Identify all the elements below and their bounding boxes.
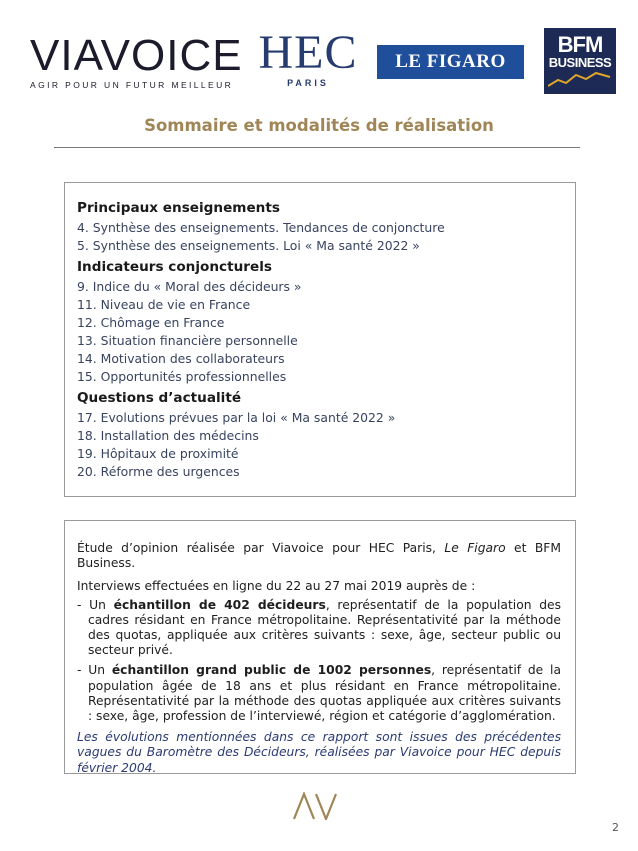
section-heading: Principaux enseignements xyxy=(77,200,280,216)
methodology-box xyxy=(64,520,576,774)
summary-item: 9. Indice du « Moral des décideurs » xyxy=(77,279,302,294)
viavoice-logo-tagline: AGIR POUR UN FUTUR MEILLEUR xyxy=(30,80,234,90)
sample-bullet-decideurs xyxy=(77,598,561,659)
summary-item: 17. Evolutions prévues par la loi « Ma santé 2022 » xyxy=(77,410,396,425)
study-intro xyxy=(77,541,561,571)
page-title: Sommaire et modalités de réalisation xyxy=(144,116,494,135)
summary-item: 19. Hôpitaux de proximité xyxy=(77,446,239,461)
bullet-lead: - Un xyxy=(77,597,114,612)
summary-item: 5. Synthèse des enseignements. Loi « Ma santé 2022 » xyxy=(77,238,420,253)
section-heading: Indicateurs conjoncturels xyxy=(77,259,272,275)
page-number: 2 xyxy=(612,821,619,834)
av-monogram-icon xyxy=(292,792,338,820)
bullet-bold: échantillon grand public de 1002 personnes xyxy=(111,663,432,678)
summary-item: 4. Synthèse des enseignements. Tendances de conjoncture xyxy=(77,220,445,235)
title-divider xyxy=(54,147,580,148)
study-intro-text-end: et BFM Business. xyxy=(77,541,561,571)
bullet-text: , représentatif de la population âgée de 18 ans et plus résidant en France métropolitaine. Représentativité par la méthode des quotas appliquée aux critères suivants : sexe, âge, profession de l’interviewé, région et catégorie d’agglomération. xyxy=(88,663,561,724)
summary-item: 18. Installation des médecins xyxy=(77,428,259,443)
viavoice-logo xyxy=(30,31,243,90)
summary-box xyxy=(64,182,576,497)
bullet-bold: échantillon de 402 décideurs xyxy=(113,597,326,612)
le-figaro-logo: LE FIGARO xyxy=(377,45,524,79)
bullet-text: , représentatif de la population des cadres résidant en France métropolitaine. Représentativité par la méthode des quotas, appliquée aux critères suivants : sexe, âge, secteur public ou secteur privé. xyxy=(88,597,561,658)
study-intro-figaro: Le Figaro xyxy=(444,541,506,555)
summary-section xyxy=(77,199,575,255)
summary-section xyxy=(77,258,575,386)
summary-item: 12. Chômage en France xyxy=(77,315,225,330)
summary-section xyxy=(77,389,575,481)
hec-logo-sub: PARIS xyxy=(287,78,329,88)
bfm-logo-line1: BFM xyxy=(557,32,603,57)
bfm-chart-icon xyxy=(548,70,612,88)
study-intro-text: Étude d’opinion réalisée par Viavoice pour HEC Paris, xyxy=(77,541,445,555)
viavoice-logo-word: VIAVOICE xyxy=(30,31,243,80)
hec-paris-logo xyxy=(252,26,364,92)
interviews-line: Interviews effectuées en ligne du 22 au 27 mai 2019 auprès de : xyxy=(77,579,476,594)
methodology-note: Les évolutions mentionnées dans ce rapport sont issues des précédentes vagues du Baromètre des Décideurs, réalisées par Viavoice pour HEC depuis février 2004. xyxy=(77,730,561,775)
hec-logo-word: HEC xyxy=(258,26,358,79)
section-heading: Questions d’actualité xyxy=(77,390,242,406)
sample-bullet-grand-public xyxy=(77,663,561,724)
summary-item: 20. Réforme des urgences xyxy=(77,464,240,479)
bfm-logo-line2: BUSINESS xyxy=(548,55,612,70)
summary-item: 13. Situation financière personnelle xyxy=(77,333,298,348)
summary-item: 11. Niveau de vie en France xyxy=(77,297,251,312)
summary-item: 15. Opportunités professionnelles xyxy=(77,369,287,384)
bfm-business-logo xyxy=(544,28,616,94)
summary-item: 14. Motivation des collaborateurs xyxy=(77,351,285,366)
bullet-lead: - Un xyxy=(77,663,112,678)
